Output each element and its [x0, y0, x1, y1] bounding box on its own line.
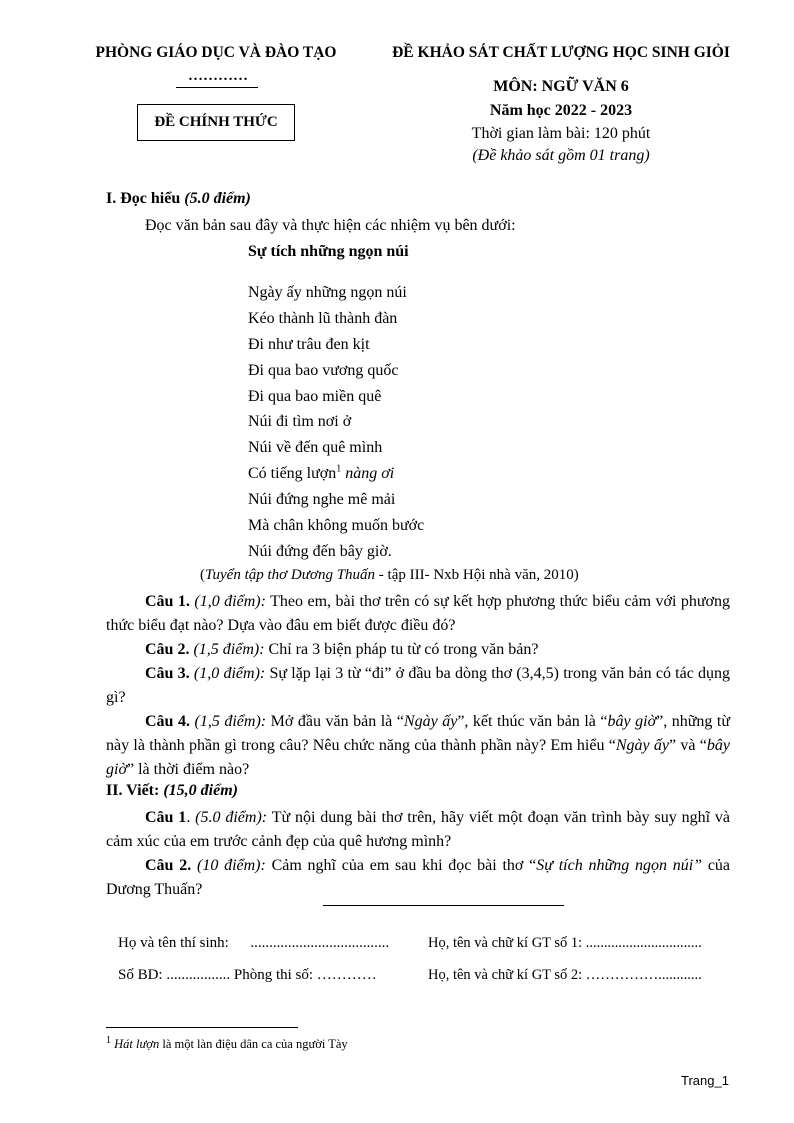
candidate-number: Số BD: .................: [118, 967, 231, 983]
part1-instruction: Đọc văn bản sau đây và thực hiện các nhiệm vụ bên dưới:: [145, 217, 516, 234]
exam-title: ĐỀ KHẢO SÁT CHẤT LƯỢNG HỌC SINH GIỎI: [392, 44, 730, 61]
official-exam-box: ĐỀ CHÍNH THỨC: [137, 104, 295, 141]
poem-line: Mà chân không muốn bước: [248, 517, 425, 535]
invigilator-1: Họ, tên và chữ kí GT số 1: ................................: [428, 935, 702, 951]
end-divider: [323, 905, 564, 906]
invigilator-2: Họ, tên và chữ kí GT số 2: ……………............: [428, 967, 702, 983]
part1-heading: I. Đọc hiểu (5.0 điểm): [106, 190, 251, 207]
footnote: $^1$ Hát lượn là một làn điệu dân ca của người Tày: [106, 1034, 348, 1051]
poem-line: Đi qua bao vương quốc: [248, 361, 399, 379]
poem-line: Đi như trâu đen kịt: [248, 335, 370, 353]
department-title: PHÒNG GIÁO DỤC VÀ ĐÀO TẠO: [95, 44, 337, 61]
exam-time: Thời gian làm bài: 120 phút: [471, 125, 651, 142]
department-placeholder: …………: [188, 68, 248, 84]
writing-question-2: Câu 2. (10 điểm): Cảm nghĩ của em sau khi đọc bài thơ “Sự tích những ngọn núi” của Dương Thuấn?: [106, 857, 731, 898]
poem: [248, 280, 424, 565]
question-3: Câu 3. (1,0 điểm): Sự lặp lại 3 từ “đi” ở đầu ba dòng thơ (3,4,5) trong văn bản có tác dụng gì?: [106, 665, 731, 706]
poem-line: Núi về đến quê mình: [248, 439, 383, 457]
poem-line: Núi đi tìm nơi ở: [248, 413, 352, 431]
question-1: Câu 1. (1,0 điểm): Theo em, bài thơ trên có sự kết hợp phương thức biểu cảm với phương thức biểu đạt nào? Dựa vào đâu em biết được điều đó?: [106, 593, 730, 634]
poem-line: Núi đứng nghe mê mải: [248, 491, 396, 509]
poem-line: Núi đứng đến bây giờ.: [248, 542, 392, 560]
footnote-ref: 1: [336, 463, 342, 475]
poem-line: Đi qua bao miền quê: [248, 387, 382, 405]
exam-page-note: (Đề khảo sát gồm 01 trang): [472, 147, 650, 164]
page-number: Trang_1: [681, 1073, 729, 1088]
question-4: Câu 4. (1,5 điểm): Mở đầu văn bản là “Ngày ấy”, kết thúc văn bản là “bây giờ”, những từ này là thành phần gì trong câu? Nêu chức năng của thành phần này? Em hiểu “Ngày ấy” và “bây giờ” là thời điểm nào?: [106, 713, 731, 778]
poem-line: Kéo thành lũ thành đàn: [248, 309, 398, 327]
subject: MÔN: NGỮ VĂN 6: [493, 78, 629, 95]
poem-source: (Tuyển tập thơ Dương Thuấn - tập III- Nxb Hội nhà văn, 2010): [200, 567, 579, 583]
candidate-number-row: [118, 967, 377, 984]
candidate-name-blank: .....................................: [250, 935, 390, 951]
part2-heading: II. Viết: (15,0 điểm): [106, 782, 238, 799]
question-2: Câu 2. (1,5 điểm): Chỉ ra 3 biện pháp tu từ có trong văn bản?: [145, 641, 539, 658]
poem-line: Ngày ấy những ngọn núi: [248, 284, 407, 301]
poem-line: Có tiếng lượn$^1$ nàng ơi: [248, 463, 395, 483]
school-year: Năm học 2022 - 2023: [489, 102, 633, 119]
candidate-name-row: [118, 935, 389, 952]
exam-room: Phòng thi số: …………: [233, 967, 377, 983]
footnote-divider: [106, 1027, 298, 1028]
department-underline: [176, 87, 258, 88]
writing-question-1: Câu 1. (5.0 điểm): Từ nội dung bài thơ trên, hãy viết một đoạn văn trình bày suy nghĩ và cảm xúc của em trước cảnh đẹp của quê hương mình?: [106, 809, 731, 850]
candidate-name-label: Họ và tên thí sinh:: [118, 935, 229, 951]
poem-title: Sự tích những ngọn núi: [248, 243, 409, 260]
